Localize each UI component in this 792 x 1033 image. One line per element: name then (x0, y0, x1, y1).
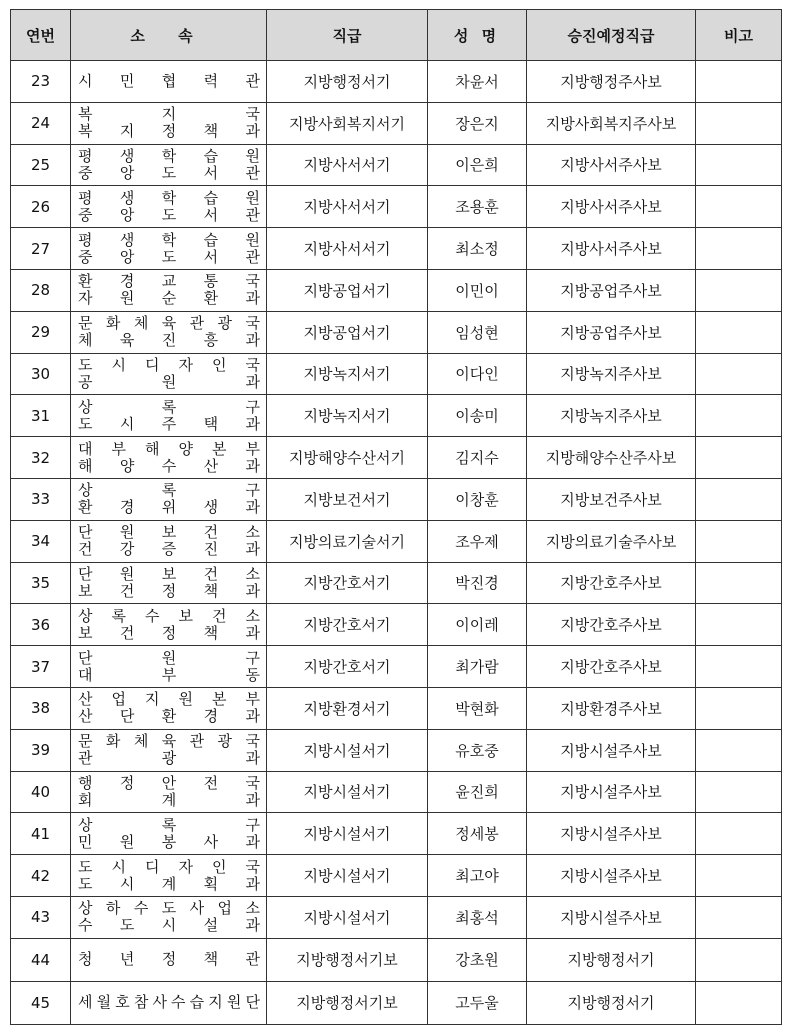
row-grade: 지방시설서기 (267, 813, 428, 855)
row-name: 조용훈 (428, 186, 527, 228)
affiliation-line: 산 단 환 경 과 (78, 707, 260, 726)
affiliation-line: 보 건 정 책 과 (78, 581, 260, 600)
header-row (11, 10, 782, 61)
affiliation-line: 관 광 과 (78, 749, 260, 768)
row-promoted-grade: 지방공업주사보 (527, 311, 696, 353)
row-num: 30 (11, 353, 71, 395)
affiliation-line: 해 양 수 산 과 (78, 456, 260, 475)
affiliation-line: 상 록 구 (78, 815, 260, 834)
row-grade: 지방사서서기 (267, 228, 428, 270)
affiliation-line: 자 원 순 환 과 (78, 289, 260, 308)
row-promoted-grade: 지방간호주사보 (527, 562, 696, 604)
row-remarks (696, 437, 782, 479)
row-remarks (696, 186, 782, 228)
row-num: 34 (11, 520, 71, 562)
row-num: 32 (11, 437, 71, 479)
row-name: 최가람 (428, 646, 527, 688)
affiliation-line: 시 민 협 력 관 (78, 71, 260, 90)
affiliation-line: 산 업 지 원 본 부 (78, 690, 260, 709)
table-row (11, 269, 782, 311)
table-row (11, 186, 782, 228)
header-affiliation: 소 속 (71, 10, 267, 61)
row-grade: 지방사회복지서기 (267, 102, 428, 144)
row-remarks (696, 520, 782, 562)
row-name: 이이레 (428, 604, 527, 646)
affiliation-line: 평 생 학 습 원 (78, 188, 260, 207)
row-affiliation (71, 311, 267, 353)
row-promoted-grade: 지방행정서기 (527, 981, 696, 1024)
row-remarks (696, 562, 782, 604)
row-remarks (696, 353, 782, 395)
row-affiliation (71, 186, 267, 228)
row-remarks (696, 311, 782, 353)
table-row (11, 687, 782, 729)
affiliation-line: 평 생 학 습 원 (78, 146, 260, 165)
table-row (11, 604, 782, 646)
row-grade: 지방환경서기 (267, 687, 428, 729)
affiliation-line: 대 부 동 (78, 665, 260, 684)
row-grade: 지방녹지서기 (267, 353, 428, 395)
affiliation-line: 복 지 정 책 과 (78, 122, 260, 141)
table-row (11, 61, 782, 103)
affiliation-line: 중 앙 도 서 관 (78, 163, 260, 182)
affiliation-line: 건 강 증 진 과 (78, 540, 260, 559)
row-grade: 지방의료기술서기 (267, 520, 428, 562)
row-remarks (696, 981, 782, 1024)
row-affiliation (71, 813, 267, 855)
row-num: 27 (11, 228, 71, 270)
affiliation-line: 도 시 주 택 과 (78, 414, 260, 433)
row-num: 36 (11, 604, 71, 646)
table-row (11, 896, 782, 938)
row-num: 29 (11, 311, 71, 353)
table-row (11, 437, 782, 479)
table-row (11, 771, 782, 813)
row-promoted-grade: 지방사서주사보 (527, 144, 696, 186)
row-num: 42 (11, 855, 71, 897)
table-row (11, 938, 782, 981)
affiliation-line: 수 도 시 설 과 (78, 916, 260, 935)
row-num: 40 (11, 771, 71, 813)
table-row (11, 478, 782, 520)
row-affiliation (71, 269, 267, 311)
table-row (11, 228, 782, 270)
row-affiliation (71, 896, 267, 938)
row-affiliation (71, 646, 267, 688)
row-num: 38 (11, 687, 71, 729)
row-remarks (696, 102, 782, 144)
row-remarks (696, 61, 782, 103)
row-affiliation (71, 61, 267, 103)
row-grade: 지방해양수산서기 (267, 437, 428, 479)
row-affiliation (71, 353, 267, 395)
affiliation-line: 환 경 위 생 과 (78, 498, 260, 517)
affiliation-line: 민 원 봉 사 과 (78, 832, 260, 851)
row-name: 고두울 (428, 981, 527, 1024)
table-row (11, 562, 782, 604)
table-row (11, 395, 782, 437)
row-name: 최홍석 (428, 896, 527, 938)
affiliation-line: 중 앙 도 서 관 (78, 247, 260, 266)
row-grade: 지방간호서기 (267, 646, 428, 688)
row-remarks (696, 478, 782, 520)
row-name: 정세봉 (428, 813, 527, 855)
row-name: 이송미 (428, 395, 527, 437)
row-grade: 지방공업서기 (267, 311, 428, 353)
row-remarks (696, 813, 782, 855)
row-name: 이은희 (428, 144, 527, 186)
row-grade: 지방간호서기 (267, 562, 428, 604)
row-grade: 지방간호서기 (267, 604, 428, 646)
affiliation-line: 행 정 안 전 국 (78, 773, 260, 792)
row-grade: 지방공업서기 (267, 269, 428, 311)
row-name: 장은지 (428, 102, 527, 144)
row-remarks (696, 896, 782, 938)
row-remarks (696, 269, 782, 311)
row-grade: 지방사서서기 (267, 186, 428, 228)
row-promoted-grade: 지방시설주사보 (527, 855, 696, 897)
row-promoted-grade: 지방행정주사보 (527, 61, 696, 103)
affiliation-line: 회 계 과 (78, 790, 260, 809)
row-num: 37 (11, 646, 71, 688)
table-row (11, 981, 782, 1024)
row-remarks (696, 228, 782, 270)
affiliation-line: 체 육 진 흥 과 (78, 331, 260, 350)
row-remarks (696, 855, 782, 897)
row-grade: 지방시설서기 (267, 771, 428, 813)
row-name: 임성현 (428, 311, 527, 353)
affiliation-line: 상 록 구 (78, 481, 260, 500)
row-name: 강초원 (428, 938, 527, 981)
row-remarks (696, 771, 782, 813)
row-grade: 지방시설서기 (267, 896, 428, 938)
row-name: 윤진희 (428, 771, 527, 813)
row-affiliation (71, 687, 267, 729)
row-num: 31 (11, 395, 71, 437)
row-name: 이민이 (428, 269, 527, 311)
header-remarks: 비고 (696, 10, 782, 61)
row-grade: 지방행정서기보 (267, 938, 428, 981)
row-remarks (696, 604, 782, 646)
affiliation-line: 상 록 수 보 건 소 (78, 606, 260, 625)
affiliation-line: 보 건 정 책 과 (78, 623, 260, 642)
row-name: 조우제 (428, 520, 527, 562)
affiliation-line: 중 앙 도 서 관 (78, 205, 260, 224)
row-remarks (696, 144, 782, 186)
row-name: 이창훈 (428, 478, 527, 520)
row-num: 43 (11, 896, 71, 938)
row-affiliation (71, 981, 267, 1024)
table-row (11, 353, 782, 395)
table-row (11, 102, 782, 144)
table-row (11, 520, 782, 562)
affiliation-line: 상 하 수 도 사 업 소 (78, 899, 260, 918)
row-num: 45 (11, 981, 71, 1024)
row-name: 최고야 (428, 855, 527, 897)
row-name: 김지수 (428, 437, 527, 479)
row-name: 이다인 (428, 353, 527, 395)
row-promoted-grade: 지방환경주사보 (527, 687, 696, 729)
table-row (11, 144, 782, 186)
row-promoted-grade: 지방사회복지주사보 (527, 102, 696, 144)
table-row (11, 813, 782, 855)
row-remarks (696, 395, 782, 437)
row-affiliation (71, 771, 267, 813)
affiliation-line: 복 지 국 (78, 105, 260, 124)
row-promoted-grade: 지방간호주사보 (527, 604, 696, 646)
table-row (11, 855, 782, 897)
row-grade: 지방보건서기 (267, 478, 428, 520)
row-num: 39 (11, 729, 71, 771)
row-remarks (696, 729, 782, 771)
row-promoted-grade: 지방시설주사보 (527, 771, 696, 813)
row-grade: 지방녹지서기 (267, 395, 428, 437)
row-promoted-grade: 지방공업주사보 (527, 269, 696, 311)
row-affiliation (71, 478, 267, 520)
row-remarks (696, 687, 782, 729)
row-affiliation (71, 144, 267, 186)
row-grade: 지방행정서기보 (267, 981, 428, 1024)
affiliation-line: 세 월 호 참 사 수 습 지 원 단 (78, 993, 260, 1012)
row-affiliation (71, 395, 267, 437)
row-remarks (696, 646, 782, 688)
affiliation-line: 청 년 정 책 관 (78, 950, 260, 969)
row-name: 박현화 (428, 687, 527, 729)
header-name: 성 명 (428, 10, 527, 61)
row-affiliation (71, 604, 267, 646)
row-promoted-grade: 지방보건주사보 (527, 478, 696, 520)
row-name: 차윤서 (428, 61, 527, 103)
row-affiliation (71, 855, 267, 897)
row-promoted-grade: 지방녹지주사보 (527, 395, 696, 437)
table-row (11, 646, 782, 688)
row-promoted-grade: 지방해양수산주사보 (527, 437, 696, 479)
row-promoted-grade: 지방의료기술주사보 (527, 520, 696, 562)
affiliation-line: 대 부 해 양 본 부 (78, 439, 260, 458)
affiliation-line: 문 화 체 육 관 광 국 (78, 732, 260, 751)
row-affiliation (71, 562, 267, 604)
affiliation-line: 도 시 디 자 인 국 (78, 857, 260, 876)
row-affiliation (71, 938, 267, 981)
row-promoted-grade: 지방시설주사보 (527, 896, 696, 938)
row-num: 28 (11, 269, 71, 311)
affiliation-line: 환 경 교 통 국 (78, 272, 260, 291)
affiliation-line: 도 시 계 획 과 (78, 874, 260, 893)
row-grade: 지방사서서기 (267, 144, 428, 186)
row-grade: 지방시설서기 (267, 855, 428, 897)
header-num: 연번 (11, 10, 71, 61)
row-affiliation (71, 228, 267, 270)
row-num: 44 (11, 938, 71, 981)
affiliation-line: 도 시 디 자 인 국 (78, 355, 260, 374)
row-promoted-grade: 지방시설주사보 (527, 813, 696, 855)
row-num: 23 (11, 61, 71, 103)
row-affiliation (71, 437, 267, 479)
row-promoted-grade: 지방사서주사보 (527, 186, 696, 228)
promotion-table (10, 9, 782, 1025)
row-promoted-grade: 지방녹지주사보 (527, 353, 696, 395)
table-row (11, 311, 782, 353)
row-promoted-grade: 지방행정서기 (527, 938, 696, 981)
affiliation-line: 공 원 과 (78, 372, 260, 391)
row-grade: 지방시설서기 (267, 729, 428, 771)
header-grade: 직급 (267, 10, 428, 61)
affiliation-line: 상 록 구 (78, 397, 260, 416)
row-affiliation (71, 729, 267, 771)
row-num: 41 (11, 813, 71, 855)
affiliation-line: 단 원 보 건 소 (78, 523, 260, 542)
affiliation-line: 단 원 구 (78, 648, 260, 667)
header-promoted-grade: 승진예정직급 (527, 10, 696, 61)
affiliation-line: 단 원 보 건 소 (78, 564, 260, 583)
row-num: 33 (11, 478, 71, 520)
row-num: 25 (11, 144, 71, 186)
row-name: 박진경 (428, 562, 527, 604)
row-grade: 지방행정서기 (267, 61, 428, 103)
row-promoted-grade: 지방시설주사보 (527, 729, 696, 771)
row-name: 최소정 (428, 228, 527, 270)
affiliation-line: 문 화 체 육 관 광 국 (78, 314, 260, 333)
affiliation-line: 평 생 학 습 원 (78, 230, 260, 249)
row-remarks (696, 938, 782, 981)
row-num: 35 (11, 562, 71, 604)
row-promoted-grade: 지방간호주사보 (527, 646, 696, 688)
row-promoted-grade: 지방사서주사보 (527, 228, 696, 270)
row-name: 유호중 (428, 729, 527, 771)
row-num: 26 (11, 186, 71, 228)
row-affiliation (71, 520, 267, 562)
row-affiliation (71, 102, 267, 144)
row-num: 24 (11, 102, 71, 144)
table-row (11, 729, 782, 771)
